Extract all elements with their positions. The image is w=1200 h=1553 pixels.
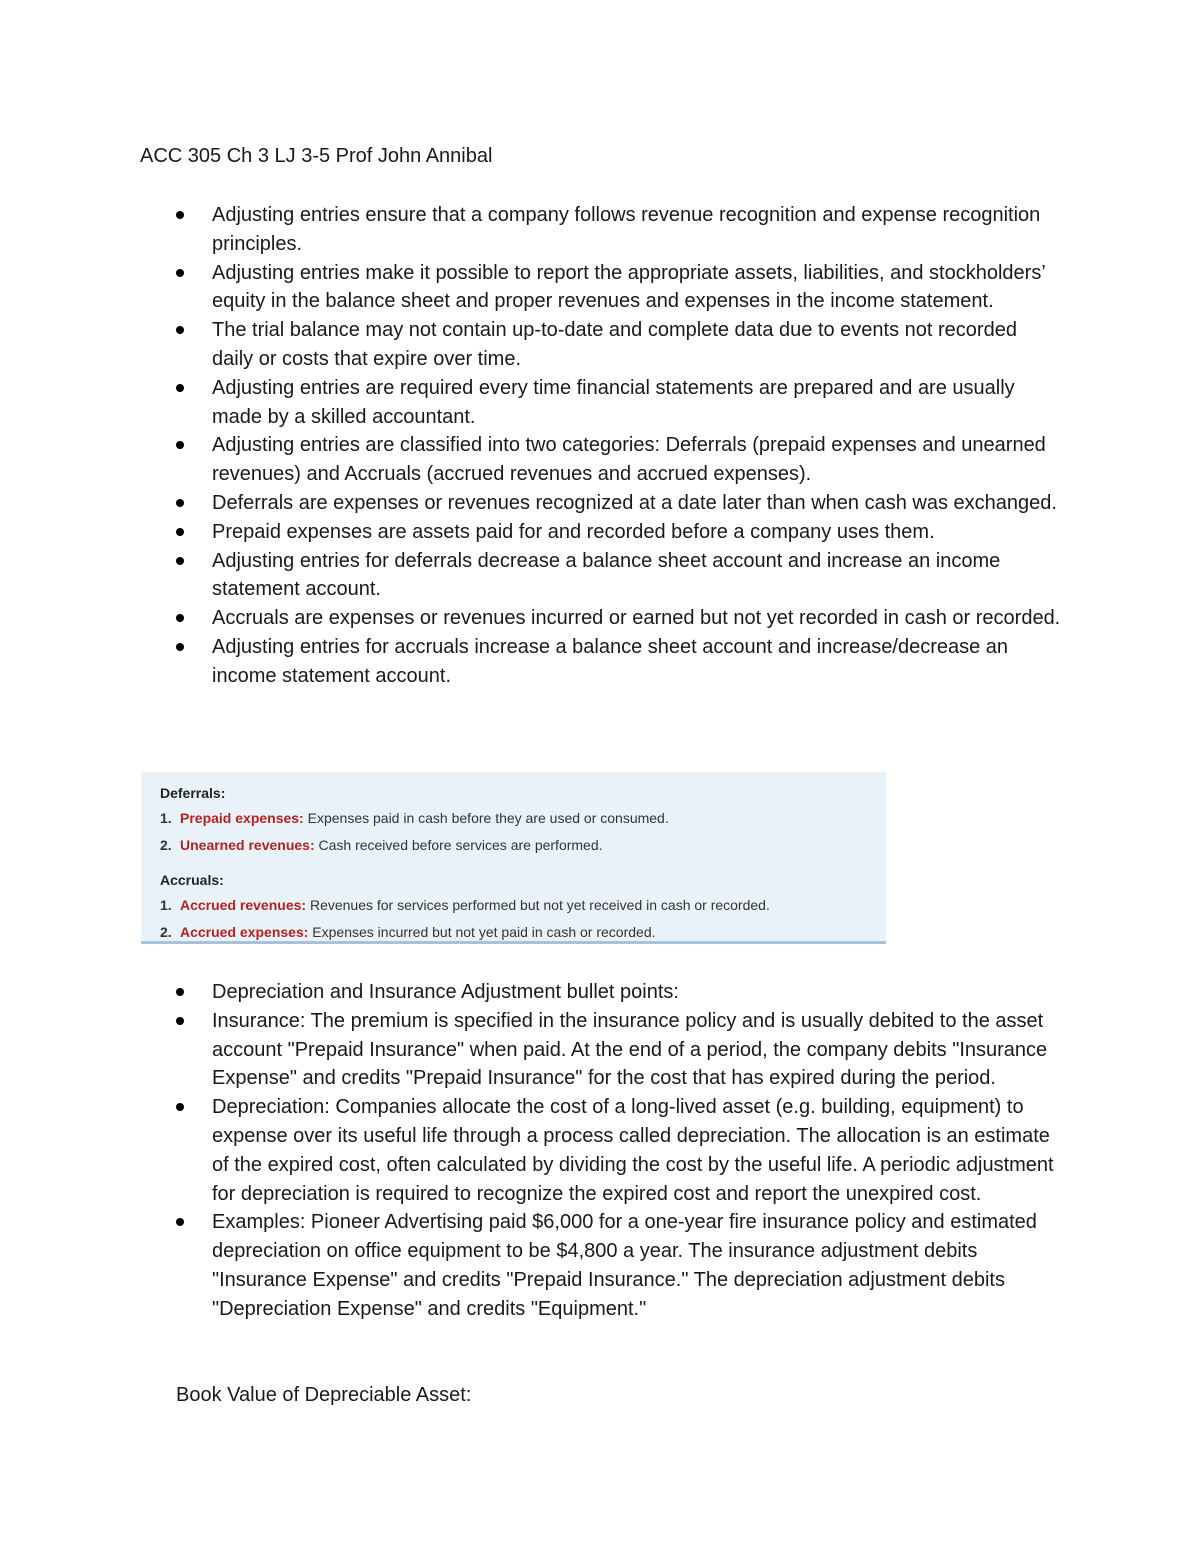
callout-spacer (160, 859, 886, 868)
bullet-item (0, 201, 1062, 259)
bullet-dot-icon (176, 528, 184, 536)
bullet-text: Insurance: The premium is specified in the insurance policy and is usually debited to the asset account "Prepaid Insurance" when paid. At the end of a period, the company debits "Insurance Expense" and credits "Prepaid Insurance" for the cost that has expired during the period. (212, 1009, 1048, 1090)
bullet-dot-icon (176, 1218, 184, 1226)
bullet-item (0, 489, 1062, 518)
bullet-dot-icon (176, 384, 184, 392)
bullet-item (0, 1093, 1062, 1208)
item-term: Prepaid expenses: (180, 810, 304, 826)
bullet-item (0, 978, 1062, 1007)
item-description: Cash received before services are performed. (314, 837, 603, 853)
accrual-item-revenues (160, 892, 886, 919)
bullet-dot-icon (176, 643, 184, 651)
item-term: Accrued revenues: (180, 897, 307, 913)
bullet-text: Adjusting entries make it possible to report the appropriate assets, liabilities, and stockholders’ equity in the balance sheet and proper revenues and expenses in the income statement. (212, 261, 1046, 313)
bullet-text: Adjusting entries for accruals increase a balance sheet account and increase/decrease an income statement account. (212, 635, 1009, 687)
bullet-dot-icon (176, 211, 184, 219)
bullet-list-adjusting-entries (0, 201, 1200, 691)
item-term: Unearned revenues: (180, 837, 315, 853)
item-number: 1. (160, 897, 172, 913)
bullet-item (0, 604, 1062, 633)
bullet-text: Adjusting entries for deferrals decrease a balance sheet account and increase an income statement account. (212, 549, 1001, 601)
bullet-text: Depreciation and Insurance Adjustment bullet points: (212, 981, 679, 1003)
bullet-dot-icon (176, 441, 184, 449)
bullet-dot-icon (176, 557, 184, 565)
bullet-dot-icon (176, 988, 184, 996)
accruals-heading: Accruals: (160, 872, 224, 888)
bullet-item (0, 1007, 1062, 1093)
bullet-text: The trial balance may not contain up-to-date and complete data due to events not recorded daily or costs that expire over time. (212, 319, 1017, 370)
bullet-dot-icon (176, 614, 184, 622)
bullet-item (0, 316, 1062, 374)
bullet-text: Adjusting entries are classified into two categories: Deferrals (prepaid expenses and unearned revenues) and Accruals (accrued revenues and accrued expenses). (212, 434, 1046, 486)
bullet-dot-icon (176, 269, 184, 277)
bullet-item (0, 1208, 1062, 1323)
bullet-item (0, 518, 1062, 547)
document-title: ACC 305 Ch 3 LJ 3-5 Prof John Annibal (140, 145, 493, 167)
item-number: 1. (160, 810, 172, 826)
item-description: Expenses paid in cash before they are used or consumed. (303, 810, 669, 826)
bullet-text: Prepaid expenses are assets paid for and recorded before a company uses them. (212, 520, 935, 543)
deferral-item-unearned (160, 832, 886, 859)
bullet-item (0, 633, 1062, 691)
item-description: Expenses incurred but not yet paid in cash or recorded. (308, 924, 656, 940)
item-number: 2. (160, 837, 172, 853)
deferral-item-prepaid (160, 805, 886, 832)
bullet-item (0, 431, 1062, 489)
bullet-text: Adjusting entries ensure that a company follows revenue recognition and expense recognition principles. (212, 204, 1041, 255)
item-number: 2. (160, 924, 172, 940)
bullet-dot-icon (176, 326, 184, 334)
bullet-list-depreciation-insurance (0, 978, 1200, 1324)
bullet-dot-icon (176, 1017, 184, 1025)
item-description: Revenues for services performed but not yet received in cash or recorded. (306, 897, 770, 913)
bullet-dot-icon (176, 499, 184, 507)
deferrals-heading: Deferrals: (160, 785, 226, 801)
bullet-item (0, 259, 1062, 317)
bullet-item (0, 547, 1062, 605)
bullet-item (0, 374, 1062, 432)
bullet-text: Examples: Pioneer Advertising paid $6,000 for a one-year fire insurance policy and estimated depreciation on office equipment to be $4,800 a year. The insurance adjustment debits "Insurance Expense" and credits "Prepaid Insurance." The depreciation adjustment debits "Depreciation Expense" and credits "Equipment." (212, 1211, 1037, 1320)
book-value-heading: Book Value of Depreciable Asset: (176, 1384, 472, 1406)
accrual-item-expenses (160, 919, 886, 946)
item-term: Accrued expenses: (180, 924, 309, 940)
bullet-text: Accruals are expenses or revenues incurred or earned but not yet recorded in cash or recorded. (212, 607, 1061, 630)
bullet-text: Deferrals are expenses or revenues recognized at a date later than when cash was exchanged. (212, 491, 1057, 514)
bullet-text: Adjusting entries are required every time financial statements are prepared and are usually made by a skilled accountant. (212, 376, 1015, 428)
deferrals-accruals-callout (141, 772, 886, 944)
bullet-text: Depreciation: Companies allocate the cost of a long-lived asset (e.g. building, equipment) to expense over its useful life through a process called depreciation. The allocation is an estimate of the expired cost, often calculated by dividing the cost by the useful life. A periodic adjustment for depreciation is required to recognize the expired cost and report the unexpired cost. (212, 1096, 1054, 1205)
bullet-dot-icon (176, 1103, 184, 1111)
